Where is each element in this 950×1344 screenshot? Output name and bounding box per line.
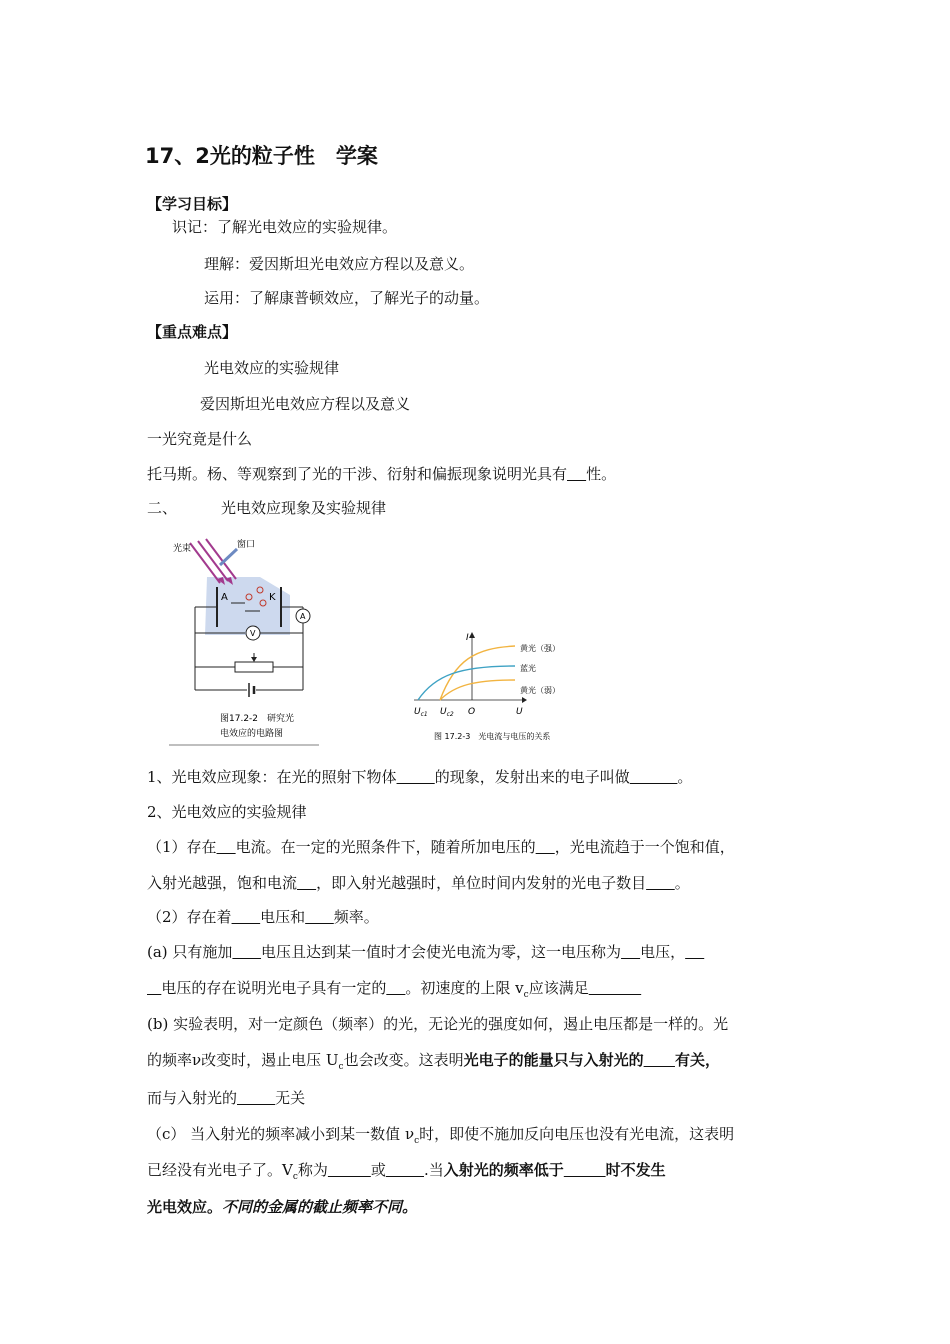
para-law-2b-end: 而与入射光的 无关	[147, 1089, 306, 1107]
fig2-caption: 图 17.2-3 光电流与电压的关系	[434, 732, 551, 741]
fig1-caption-line1: 图17.2-2 研究光	[220, 714, 295, 724]
window	[220, 549, 237, 565]
blank	[328, 1161, 371, 1179]
goal-recall: 识记：了解光电效应的实验规律。	[172, 218, 398, 236]
legend-yellow-weak: 黄光（弱）	[520, 686, 560, 695]
blank	[685, 943, 704, 961]
blank	[305, 908, 334, 926]
y-axis-arrow	[469, 632, 475, 638]
para-law-2b: (b) 实验表明，对一定颜色（频率）的光，无论光的强度如何，遏止电压都是一样的。光	[147, 1015, 729, 1033]
goals-heading: 【学习目标】	[147, 195, 238, 213]
legend-blue: 蓝光	[520, 664, 536, 673]
y-axis-label: I	[466, 633, 469, 643]
curve-yellow-weak	[440, 680, 515, 700]
blank	[564, 1161, 606, 1179]
para-phenomenon: 1、光电效应现象：在光的照射下物体 的现象，发射出来的电子叫做 。	[147, 768, 693, 786]
blank	[386, 979, 405, 997]
blank	[217, 838, 236, 856]
para-law-2b-cont: 的频率ν改变时，遏止电压 $U_c$也会改变。这表明光电子的能量只与入射光的 有关，	[147, 1051, 720, 1072]
photocurrent-voltage-graph	[410, 630, 585, 748]
label-cathode: K	[269, 592, 276, 603]
para-law-2a: (a) 只有施加 电压且达到某一值时才会使光电流为零，这一电压称为 电压，	[147, 942, 704, 962]
blank	[646, 874, 675, 892]
blank	[630, 768, 678, 786]
blank	[147, 979, 161, 997]
x-axis-arrow	[522, 697, 527, 703]
blank	[397, 768, 435, 786]
label-voltmeter: V	[250, 629, 256, 638]
goal-understand: 理解：爱因斯坦光电效应方程以及意义。	[204, 255, 475, 273]
para-law-2a-cont: 电压的存在说明光电子具有一定的 。初速度的上限 $v_c$应该满足	[147, 978, 641, 1005]
blank	[621, 943, 640, 961]
x-axis-label: U	[516, 707, 523, 717]
label-anode: A	[221, 592, 228, 603]
label-window: 窗口	[237, 540, 256, 550]
blank	[644, 1051, 675, 1069]
blank	[297, 874, 316, 892]
blank	[567, 465, 586, 483]
key-heading: 【重点难点】	[147, 323, 238, 341]
fig1-caption-line2: 电效应的电路图	[220, 729, 284, 739]
blank	[232, 943, 261, 961]
label-beam: 光束	[173, 544, 192, 554]
blank	[237, 1089, 275, 1107]
page-title: 17、2光的粒子性 学案	[145, 144, 378, 168]
slider-arrow	[251, 657, 257, 662]
blank	[232, 908, 261, 926]
blank	[386, 1161, 424, 1179]
section-2-heading: 二、 光电效应现象及实验规律	[147, 499, 387, 517]
key-point-2: 爱因斯坦光电效应方程以及意义	[200, 395, 411, 413]
circuit-diagram-figure	[165, 535, 325, 747]
section-1-text: 托马斯。杨、等观察到了光的干涉、衍射和偏振现象说明光具有 性。	[147, 465, 617, 483]
para-law-2c-cont: 已经没有光电子了。$V_c$称为 或 .当入射光的频率低于 时不发生	[147, 1161, 666, 1182]
key-point-1: 光电效应的实验规律	[204, 359, 340, 377]
goal-apply: 运用：了解康普顿效应，了解光子的动量。	[204, 289, 490, 307]
blank	[589, 979, 641, 997]
para-law-1-cont: 入射光越强，饱和电流 ，即入射光越强时，单位时间内发射的光电子数目 。	[147, 874, 690, 892]
para-law-1: （1）存在 电流。在一定的光照条件下，随着所加电压的 ，光电流趋于一个饱和值，	[147, 838, 735, 856]
para-law-2c: （c） 当入射光的频率减小到某一数值 $\nu_c$时，即使不施加反向电压也没有光电流，这表明	[147, 1125, 735, 1146]
para-law-2: （2）存在着 电压和 频率。	[147, 908, 379, 926]
curve-blue	[418, 666, 515, 700]
origin-label: O	[468, 707, 476, 717]
para-law-2c-end: 光电效应。不同的金属的截止频率不同。	[147, 1198, 418, 1216]
uc2-label: $U_{c2}$	[440, 707, 454, 718]
blank	[536, 838, 555, 856]
para-laws-heading: 2、光电效应的实验规律	[147, 803, 307, 821]
section-1-heading: 一光究竟是什么	[147, 430, 253, 448]
rheostat	[235, 662, 273, 672]
label-ammeter: A	[300, 612, 306, 621]
uc1-label: $U_{c1}$	[414, 707, 428, 718]
legend-yellow-strong: 黄光（强）	[520, 644, 560, 653]
